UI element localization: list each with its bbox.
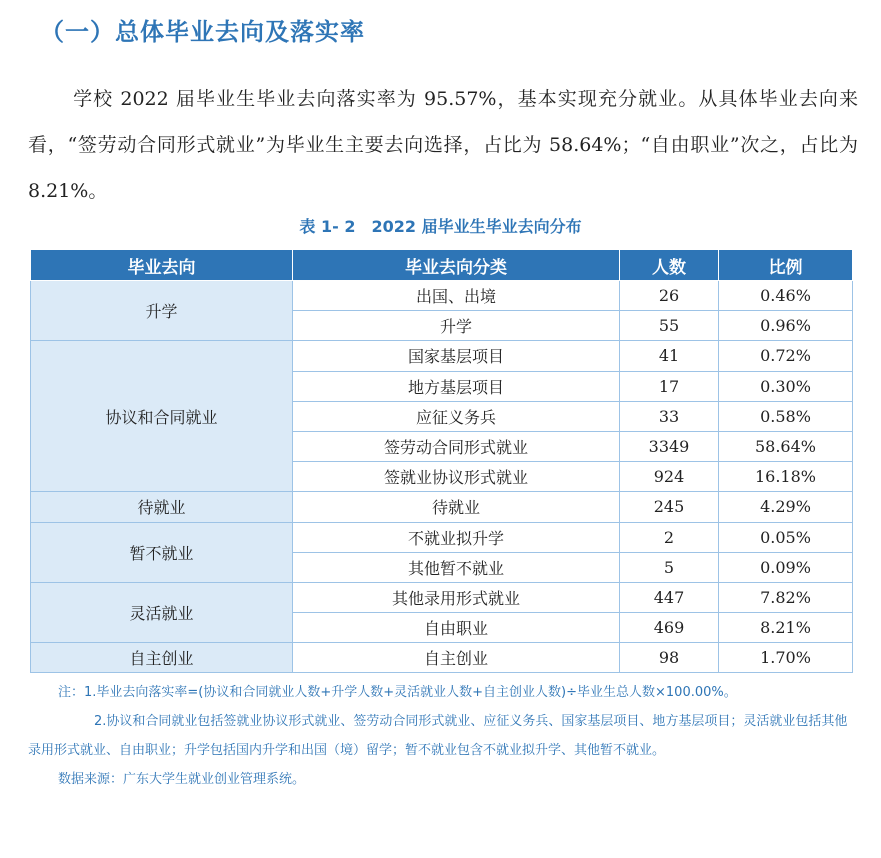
count-cell: 55: [620, 311, 719, 341]
table-row: [31, 522, 853, 552]
header-count: 人数: [620, 250, 719, 281]
count-cell: 33: [620, 401, 719, 431]
subcategory-cell: 国家基层项目: [293, 341, 620, 371]
count-cell: 447: [620, 582, 719, 612]
count-cell: 26: [620, 281, 719, 311]
destination-table: [30, 249, 853, 673]
category-cell: 升学: [31, 281, 293, 341]
subcategory-cell: 应征义务兵: [293, 401, 620, 431]
section-title: （一）总体毕业去向及落实率: [40, 18, 365, 46]
ratio-cell: 4.29%: [719, 492, 853, 522]
subcategory-cell: 升学: [293, 311, 620, 341]
subcategory-cell: 地方基层项目: [293, 371, 620, 401]
category-cell: 灵活就业: [31, 582, 293, 642]
header-ratio: 比例: [719, 250, 853, 281]
table-row: [31, 341, 853, 371]
table-row: [31, 582, 853, 612]
note-1: 注：1.毕业去向落实率=(协议和合同就业人数+升学人数+灵活就业人数+自主创业人数)÷毕业生总人数×100.00%。: [58, 685, 737, 700]
table-notes: [28, 678, 856, 794]
ratio-cell: 1.70%: [719, 643, 853, 673]
ratio-cell: 58.64%: [719, 431, 853, 461]
table-row: [31, 643, 853, 673]
subcategory-cell: 待就业: [293, 492, 620, 522]
count-cell: 98: [620, 643, 719, 673]
subcategory-cell: 出国、出境: [293, 281, 620, 311]
table-header-row: [31, 250, 853, 281]
count-cell: 5: [620, 552, 719, 582]
subcategory-cell: 其他录用形式就业: [293, 582, 620, 612]
count-cell: 924: [620, 462, 719, 492]
data-source: 数据来源：广东大学生就业创业管理系统。: [58, 772, 306, 787]
category-cell: 待就业: [31, 492, 293, 522]
subcategory-cell: 其他暂不就业: [293, 552, 620, 582]
ratio-cell: 0.72%: [719, 341, 853, 371]
category-cell: 自主创业: [31, 643, 293, 673]
intro-paragraph: [28, 76, 858, 214]
count-cell: 41: [620, 341, 719, 371]
count-cell: 2: [620, 522, 719, 552]
ratio-cell: 0.46%: [719, 281, 853, 311]
subcategory-cell: 签劳动合同形式就业: [293, 431, 620, 461]
ratio-cell: 8.21%: [719, 613, 853, 643]
ratio-cell: 0.09%: [719, 552, 853, 582]
table-row: [31, 281, 853, 311]
ratio-cell: 0.96%: [719, 311, 853, 341]
table-caption: 表 1- 2 2022 届毕业生毕业去向分布: [299, 217, 582, 236]
count-cell: 3349: [620, 431, 719, 461]
count-cell: 469: [620, 613, 719, 643]
table-row: [31, 492, 853, 522]
ratio-cell: 16.18%: [719, 462, 853, 492]
header-category: 毕业去向分类: [293, 250, 620, 281]
ratio-cell: 7.82%: [719, 582, 853, 612]
category-cell: 暂不就业: [31, 522, 293, 582]
ratio-cell: 0.30%: [719, 371, 853, 401]
header-destination: 毕业去向: [31, 250, 293, 281]
subcategory-cell: 签就业协议形式就业: [293, 462, 620, 492]
category-cell: 协议和合同就业: [31, 341, 293, 492]
subcategory-cell: 自主创业: [293, 643, 620, 673]
count-cell: 245: [620, 492, 719, 522]
ratio-cell: 0.05%: [719, 522, 853, 552]
count-cell: 17: [620, 371, 719, 401]
subcategory-cell: 自由职业: [293, 613, 620, 643]
subcategory-cell: 不就业拟升学: [293, 522, 620, 552]
ratio-cell: 0.58%: [719, 401, 853, 431]
intro-paragraph-text: 学校 2022 届毕业生毕业去向落实率为 95.57%，基本实现充分就业。从具体毕业去向来看，“签劳动合同形式就业”为毕业生主要去向选择，占比为 58.64%；“自由职业”次之，占比为 8.21%。: [28, 88, 858, 202]
note-2: 2.协议和合同就业包括签就业协议形式就业、签劳动合同形式就业、应征义务兵、国家基层项目、地方基层项目；灵活就业包括其他录用形式就业、自由职业；升学包括国内升学和出国（境）留学；暂不就业包含不就业拟升学、其他暂不就业。: [28, 714, 848, 758]
